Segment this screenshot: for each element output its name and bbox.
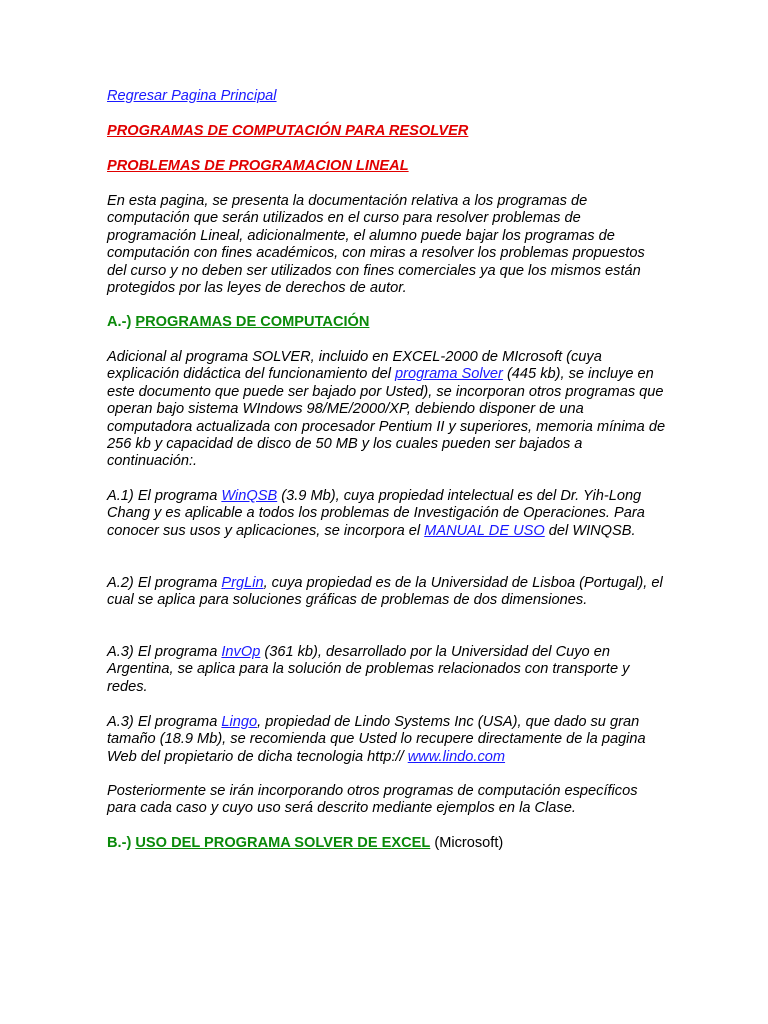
page-title-line1: PROGRAMAS DE COMPUTACIÓN PARA RESOLVER [107,123,469,139]
section-a-text: Adicional al programa SOLVER, incluido en EXCEL-2000 de MIcrosoft (cuya explicación didáctica del funcionamiento del [107,349,602,383]
section-a-paragraph [107,349,667,471]
section-a-title: PROGRAMAS DE COMPUTACIÓN [135,314,370,330]
section-a-heading [107,314,667,331]
back-to-main-link[interactable]: Regresar Pagina Principal [107,88,277,104]
invop-link[interactable]: InvOp [221,644,261,660]
section-a-text-end: (445 kb), se incluye en este documento que puede ser bajado por Usted), se incorporan otros programas que operan bajo sistema WIndows 98/ME/2000/XP, debiendo disponer de una computadora actualizada con procesador Pentium II y superiores, memoria mínima de 256 kb y capacidad de disco de 50 MB y los cuales pueden ser bajados a continuación:. [107,366,666,470]
invop-description: (361 kb), desarrollado por la Universidad del Cuyo en Argentina, se aplica para la solución de problemas relacionados con transporte y redes. [107,644,630,695]
winqsb-paragraph [107,488,667,540]
manual-de-uso-link[interactable]: MANUAL DE USO [424,522,545,539]
lingo-link[interactable]: Lingo [221,714,258,730]
invop-paragraph [107,644,667,696]
winqsb-text-end: del WINQSB. [544,522,636,539]
page-title-line2: PROBLEMAS DE PROGRAMACION LINEAL [107,158,409,174]
intro-paragraph: En esta pagina, se presenta la documentación relativa a los programas de computación que serán utilizados en el curso para resolver problemas de programación Lineal, adicionalmente, el alumno puede bajar los programas de computación con fines académicos, con miras a resolver los problemas propuestos del curso y no deben ser utilizados con fines comerciales ya que los mismos están protegidos por las leyes de derechos de autor. [107,193,645,297]
solver-program-link[interactable]: programa Solver [395,366,503,383]
winqsb-description: (3.9 Mb), cuya propiedad intelectual es del Dr. Yih-Long Chang y es aplicable a todos los problemas de Investigación de Operaciones. Para conocer sus usos y aplicaciones, se incorpora el [107,488,645,539]
lingo-paragraph [107,714,667,766]
prglin-link[interactable]: PrgLin [221,575,264,591]
invop-text: A.3) El programa [107,644,222,660]
section-b-heading [107,835,667,852]
section-b-prefix: B.-) [107,835,132,851]
winqsb-link[interactable]: WinQSB [221,488,278,504]
prglin-description: , cuya propiedad es de la Universidad de Lisboa (Portugal), el cual se aplica para soluciones gráficas de problemas de dos dimensiones. [107,575,663,609]
lindo-website-link[interactable]: www.lindo.com [407,748,506,765]
lingo-description: , propiedad de Lindo Systems Inc (USA), que dado su gran tamaño (18.9 Mb), se recomienda que Usted lo recupere directamente de la pagina Web del propietario de dicha tecnologia http:// [107,714,646,765]
winqsb-text: A.1) El programa [107,488,222,504]
section-a-prefix: A.-) [107,314,132,330]
closing-paragraph: Posteriormente se irán incorporando otros programas de computación específicos para cada caso y cuyo uso será descrito mediante ejemplos en la Clase. [107,783,638,817]
prglin-text: A.2) El programa [107,575,222,591]
back-link-paragraph [107,88,667,105]
prglin-paragraph [107,575,667,610]
section-b-suffix: (Microsoft) [430,835,504,851]
lingo-text: A.3) El programa [107,714,222,730]
section-b-title: USO DEL PROGRAMA SOLVER DE EXCEL [135,835,431,851]
